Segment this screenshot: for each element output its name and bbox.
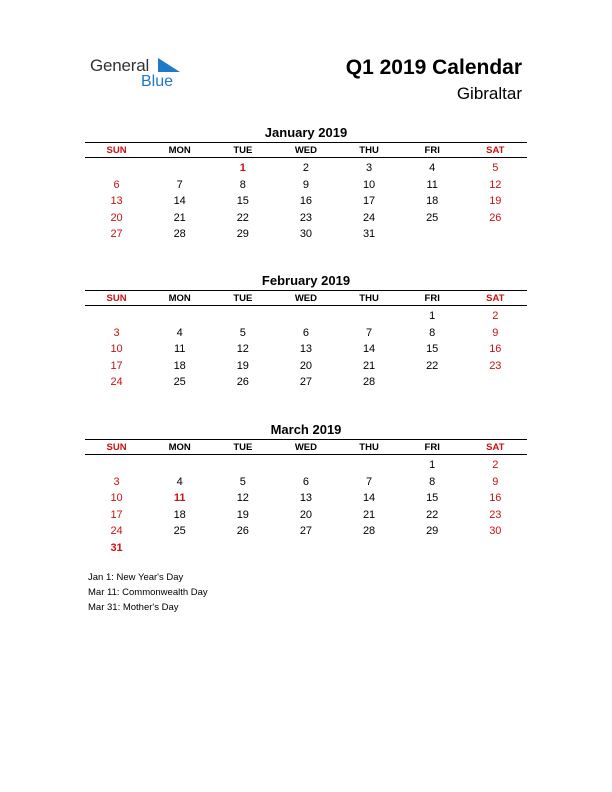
- day-cell: 12: [489, 178, 502, 191]
- day-cell: 25: [173, 525, 186, 538]
- holiday-item: Mar 31: Mother's Day: [88, 602, 179, 613]
- week-row: [85, 374, 527, 391]
- day-cell: 27: [299, 376, 313, 389]
- day-cell: 31: [110, 541, 123, 554]
- day-cell: 7: [176, 178, 183, 191]
- day-cell: 17: [110, 359, 123, 372]
- day-cell: 13: [299, 492, 313, 505]
- weekday-header-sun: SUN: [106, 292, 127, 304]
- weekday-header-row: [85, 439, 527, 455]
- weekday-header-row: [85, 142, 527, 158]
- day-cell: 10: [110, 343, 123, 356]
- day-cell: 8: [429, 475, 436, 488]
- week-row: [85, 325, 527, 342]
- day-cell: 10: [110, 492, 123, 505]
- day-cell: 1: [239, 162, 246, 175]
- day-cell: 11: [426, 178, 438, 191]
- day-cell: 2: [302, 162, 309, 175]
- weekday-header-tue: TUE: [233, 144, 253, 156]
- weekday-header-fri: FRI: [424, 292, 440, 304]
- weekday-header-thu: THU: [359, 441, 379, 453]
- day-cell: 23: [489, 508, 502, 521]
- week-row: [85, 341, 527, 358]
- weekday-header-wed: WED: [294, 441, 318, 453]
- day-cell: 18: [426, 195, 439, 208]
- day-cell: 24: [110, 525, 123, 538]
- day-cell: 5: [239, 326, 246, 339]
- day-cell: 16: [489, 492, 502, 505]
- day-cell: 24: [110, 376, 123, 389]
- day-cell: 16: [299, 195, 313, 208]
- week-row: [85, 457, 527, 474]
- holiday-item: Mar 11: Commonwealth Day: [88, 587, 208, 598]
- day-cell: 7: [366, 475, 373, 488]
- logo-word-blue: Blue: [141, 73, 174, 90]
- day-cell: 4: [176, 475, 183, 488]
- day-cell: 11: [173, 492, 186, 505]
- month-days: [85, 308, 527, 391]
- weekday-header-fri: FRI: [424, 441, 440, 453]
- week-row: [85, 177, 527, 194]
- day-cell: 27: [299, 525, 313, 538]
- week-row: [85, 523, 527, 540]
- week-row: [85, 160, 527, 177]
- day-cell: 6: [302, 475, 309, 488]
- day-cell: 26: [236, 525, 249, 538]
- day-cell: 28: [362, 525, 376, 538]
- day-cell: 29: [236, 228, 249, 241]
- day-cell: 3: [113, 475, 120, 488]
- day-cell: 25: [173, 376, 186, 389]
- day-cell: 15: [236, 195, 249, 208]
- day-cell: 16: [489, 343, 502, 356]
- weekday-header-row: [85, 290, 527, 306]
- day-cell: 27: [110, 228, 123, 241]
- weekday-header-sat: SAT: [486, 441, 505, 453]
- weekday-header-mon: MON: [168, 292, 191, 304]
- week-row: [85, 193, 527, 210]
- weekday-header-tue: TUE: [233, 292, 253, 304]
- day-cell: 17: [110, 508, 123, 521]
- day-cell: 23: [299, 211, 313, 224]
- week-row: [85, 226, 527, 243]
- week-row: [85, 490, 527, 507]
- week-row: [85, 210, 527, 227]
- day-cell: 21: [173, 211, 186, 224]
- day-cell: 19: [236, 359, 249, 372]
- day-cell: 5: [239, 475, 246, 488]
- day-cell: 15: [426, 492, 439, 505]
- day-cell: 28: [362, 376, 376, 389]
- day-cell: 26: [236, 376, 249, 389]
- day-cell: 20: [299, 508, 313, 521]
- day-cell: 12: [236, 343, 249, 356]
- day-cell: 5: [492, 162, 499, 175]
- day-cell: 30: [299, 228, 313, 241]
- holiday-list: [88, 570, 208, 615]
- weekday-header-sat: SAT: [486, 292, 505, 304]
- week-row: [85, 474, 527, 491]
- day-cell: 3: [366, 162, 373, 175]
- week-row: [85, 308, 527, 325]
- month-march: [85, 421, 527, 556]
- day-cell: 2: [492, 459, 499, 472]
- month-title: March 2019: [270, 422, 342, 437]
- week-row: [85, 507, 527, 524]
- holiday-item: Jan 1: New Year's Day: [88, 572, 184, 583]
- month-days: [85, 457, 527, 556]
- weekday-header-sun: SUN: [106, 144, 127, 156]
- day-cell: 13: [299, 343, 313, 356]
- day-cell: 15: [426, 343, 439, 356]
- day-cell: 18: [173, 359, 186, 372]
- month-february: [85, 272, 527, 391]
- week-row: [85, 358, 527, 375]
- day-cell: 22: [426, 359, 439, 372]
- weekday-header-thu: THU: [359, 292, 379, 304]
- day-cell: 8: [239, 178, 246, 191]
- weekday-header-mon: MON: [168, 441, 191, 453]
- day-cell: 25: [426, 211, 439, 224]
- day-cell: 22: [236, 211, 249, 224]
- day-cell: 19: [489, 195, 502, 208]
- day-cell: 4: [176, 326, 183, 339]
- weekday-header-mon: MON: [168, 144, 191, 156]
- weekday-header-wed: WED: [294, 144, 318, 156]
- day-cell: 12: [236, 492, 249, 505]
- day-cell: 23: [489, 359, 502, 372]
- page-title: Q1 2019 Calendar: [345, 56, 522, 79]
- day-cell: 20: [110, 211, 123, 224]
- page-subtitle: Gibraltar: [456, 84, 522, 103]
- day-cell: 4: [429, 162, 436, 175]
- day-cell: 30: [489, 525, 502, 538]
- day-cell: 19: [236, 508, 249, 521]
- day-cell: 14: [173, 195, 186, 208]
- logo-word-general: General: [90, 56, 150, 75]
- day-cell: 2: [492, 310, 499, 323]
- day-cell: 9: [492, 326, 499, 339]
- weekday-header-tue: TUE: [233, 441, 253, 453]
- day-cell: 22: [426, 508, 439, 521]
- month-title: January 2019: [264, 125, 348, 140]
- weekday-header-thu: THU: [359, 144, 379, 156]
- day-cell: 6: [302, 326, 309, 339]
- month-january: [85, 124, 527, 243]
- day-cell: 7: [366, 326, 373, 339]
- month-days: [85, 160, 527, 243]
- day-cell: 24: [362, 211, 376, 224]
- logo-triangle-icon: [158, 58, 180, 72]
- day-cell: 29: [426, 525, 439, 538]
- day-cell: 11: [173, 343, 186, 356]
- day-cell: 6: [113, 178, 120, 191]
- day-cell: 14: [362, 343, 376, 356]
- day-cell: 9: [302, 178, 309, 191]
- day-cell: 8: [429, 326, 436, 339]
- day-cell: 20: [299, 359, 313, 372]
- day-cell: 13: [110, 195, 123, 208]
- day-cell: 1: [429, 459, 436, 472]
- day-cell: 3: [113, 326, 120, 339]
- generalblue-logo: [90, 56, 200, 96]
- weekday-header-sun: SUN: [106, 441, 127, 453]
- day-cell: 31: [362, 228, 376, 241]
- day-cell: 28: [173, 228, 186, 241]
- day-cell: 17: [362, 195, 376, 208]
- day-cell: 10: [362, 178, 376, 191]
- weekday-header-sat: SAT: [486, 144, 505, 156]
- month-title: February 2019: [261, 273, 351, 288]
- weekday-header-fri: FRI: [424, 144, 440, 156]
- day-cell: 26: [489, 211, 502, 224]
- week-row: [85, 540, 527, 557]
- day-cell: 14: [362, 492, 376, 505]
- day-cell: 18: [173, 508, 186, 521]
- day-cell: 1: [429, 310, 436, 323]
- day-cell: 9: [492, 475, 499, 488]
- weekday-header-wed: WED: [294, 292, 318, 304]
- day-cell: 21: [362, 508, 376, 521]
- day-cell: 21: [362, 359, 376, 372]
